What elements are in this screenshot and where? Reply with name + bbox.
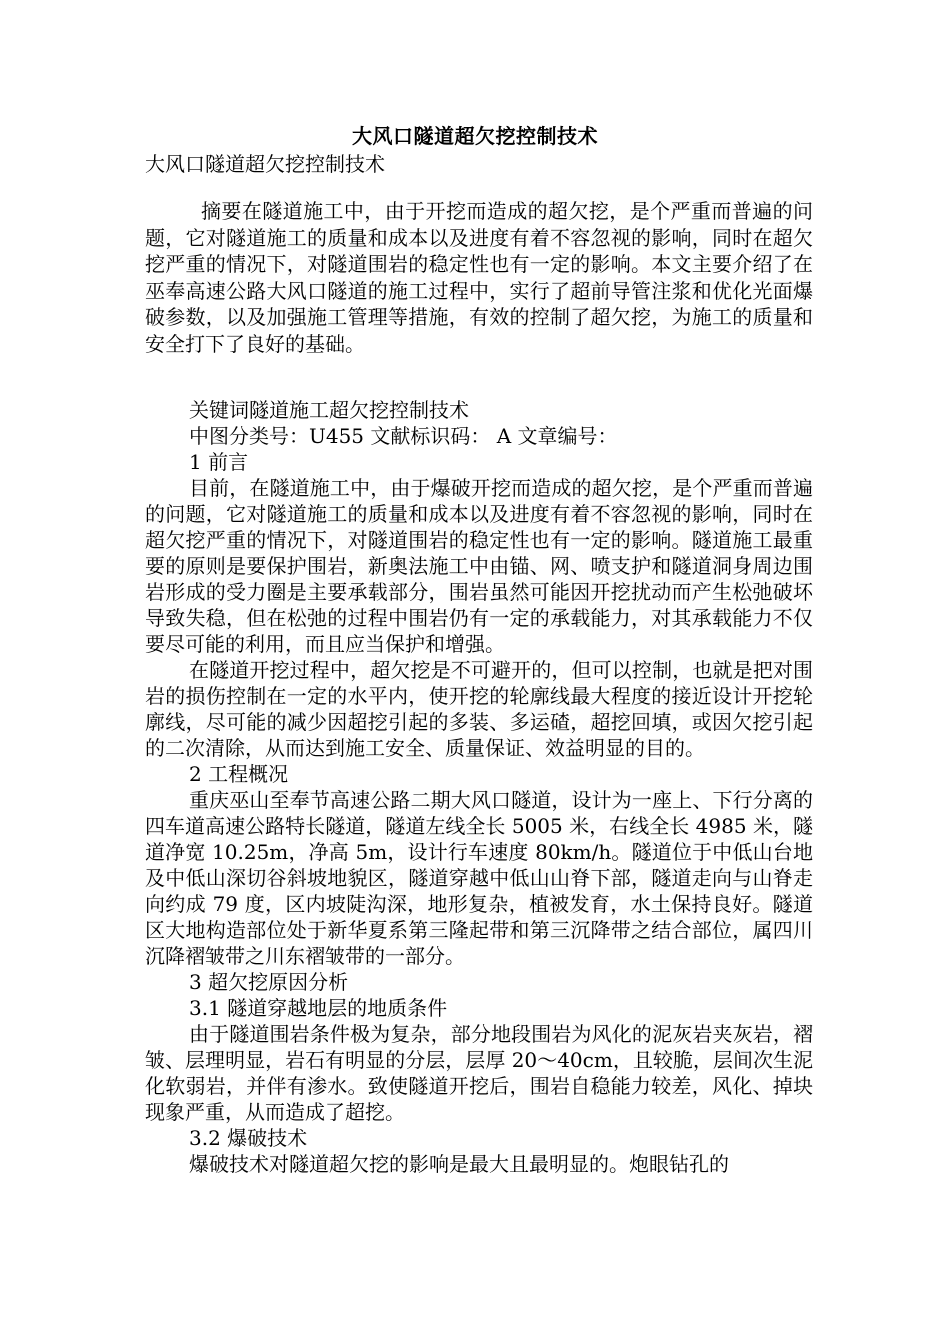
body-text: [145, 449, 813, 1177]
classification-line: 中图分类号：U455 文献标识码： A 文章编号：: [189, 424, 618, 448]
document-title: 大风口隧道超欠挖控制技术: [352, 124, 598, 148]
document-subtitle: 大风口隧道超欠挖控制技术: [145, 152, 385, 176]
body-paragraph: 由于隧道围岩条件极为复杂，部分地段围岩为风化的泥灰岩夹灰岩，褶皱、层理明显，岩石有明显的分层，层厚 20～40cm，且较脆，层间次生泥化软弱岩，并伴有渗水。致使隧道开挖后，围岩自稳能力较差，风化、掉块现象严重，从而造成了超挖。: [145, 1022, 813, 1124]
body-paragraph: 爆破技术对隧道超欠挖的影响是最大且最明显的。炮眼钻孔的: [189, 1152, 729, 1176]
section-heading: 2 工程概况: [189, 762, 289, 786]
section-heading: 3 超欠挖原因分析: [189, 970, 349, 994]
keywords-line: 关键词隧道施工超欠挖控制技术: [189, 398, 469, 422]
body-paragraph: 目前，在隧道施工中，由于爆破开挖而造成的超欠挖，是个严重而普遍的问题，它对隧道施工的质量和成本以及进度有着不容忽视的影响，同时在超欠挖严重的情况下，对隧道围岩的稳定性也有一定的影响。隧道施工最重要的原则是要保护围岩，新奥法施工中由锚、网、喷支护和隧道洞身周边围岩形成的受力圈是主要承载部分，围岩虽然可能因开挖扰动而产生松弛破坏导致失稳，但在松弛的过程中围岩仍有一定的承载能力，对其承载能力不仅要尽可能的利用，而且应当保护和增强。: [145, 476, 813, 656]
keywords-section: [145, 397, 813, 449]
body-paragraph: 在隧道开挖过程中，超欠挖是不可避开的，但可以控制，也就是把对围岩的损伤控制在一定的水平内，使开挖的轮廓线最大程度的接近设计开挖轮廓线，尽可能的减少因超挖引起的多装、多运碴，超挖回填，或因欠挖引起的二次清除，从而达到施工安全、质量保证、效益明显的目的。: [145, 658, 813, 760]
subsection-heading: 3.1 隧道穿越地层的地质条件: [189, 996, 448, 1020]
subsection-heading: 3.2 爆破技术: [189, 1126, 308, 1150]
body-paragraph: 重庆巫山至奉节高速公路二期大风口隧道，设计为一座上、下行分离的四车道高速公路特长隧道，隧道左线全长 5005 米，右线全长 4985 米，隧道净宽 10.25m，净高 5m，设计行车速度 80km/h。隧道位于中低山台地及中低山深切谷斜坡地貌区，隧道穿越中低山山脊下部，隧道走向与山脊走向约成 79 度，区内坡陡沟深，地形复杂，植被发育，水土保持良好。隧道区大地构造部位处于新华夏系第三隆起带和第三沉降带之结合部位，属四川沉降褶皱带之川东褶皱带的一部分。: [145, 788, 813, 968]
abstract-paragraph: 摘要在隧道施工中，由于开挖而造成的超欠挖，是个严重而普遍的问题，它对隧道施工的质量和成本以及进度有着不容忽视的影响，同时在超欠挖严重的情况下，对隧道围岩的稳定性也有一定的影响。本文主要介绍了在巫奉高速公路大风口隧道的施工过程中，实行了超前导管注浆和优化光面爆破参数，以及加强施工管理等措施，有效的控制了超欠挖，为施工的质量和安全打下了良好的基础。: [145, 199, 813, 356]
section-heading: 1 前言: [189, 450, 249, 474]
